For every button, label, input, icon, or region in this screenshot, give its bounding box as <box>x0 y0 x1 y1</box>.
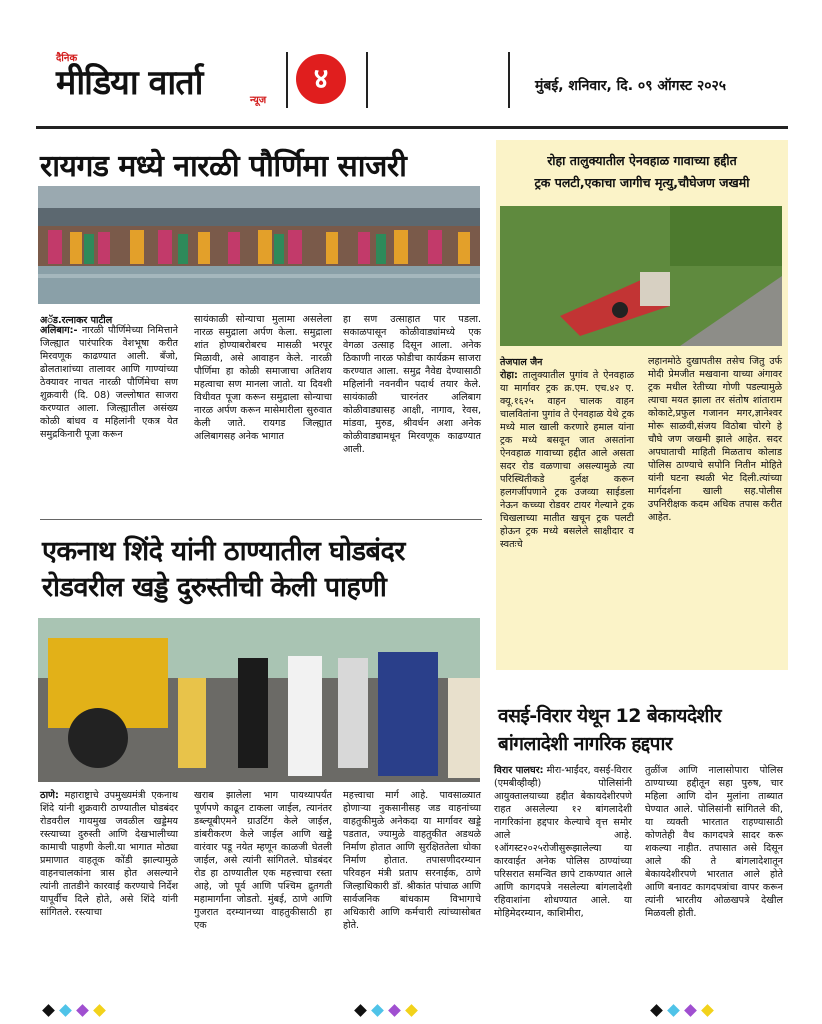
diamond-icon <box>667 1004 680 1017</box>
story3-headline-line1: रोहा तालुक्यातील ऐनवहाळ गावाच्या हद्दीत <box>547 153 737 168</box>
festival-crowd-image <box>38 186 480 304</box>
story2-headline-line2: रोडवरील खड्डे दुरुस्तीची केली पाहणी <box>42 572 387 603</box>
diamond-icon <box>701 1004 714 1017</box>
page-number-badge: ४ <box>296 54 346 104</box>
story2-photo <box>38 618 480 782</box>
footer-diamonds-left <box>44 1000 112 1019</box>
story3-dateline: रोहा: <box>500 370 518 381</box>
story2-column-1 <box>40 789 178 919</box>
story2-headline <box>42 534 482 606</box>
masthead-rule <box>36 126 788 129</box>
story1-headline: रायगड मध्ये नारळी पौर्णिमा साजरी <box>40 149 407 184</box>
diamond-icon <box>371 1004 384 1017</box>
dateline: मुंबई, शनिवार, दि. ०९ ऑगस्ट २०२५ <box>535 78 727 94</box>
footer-diamonds-center <box>356 1000 424 1019</box>
story1-column-1 <box>40 324 178 441</box>
masthead-divider <box>286 52 288 108</box>
story2-text-1: महाराष्ट्राचे उपमुख्यमंत्री एकनाथ शिंदे यांनी शुक्रवारी ठाण्यातील घोडबंदर रोडवरील गायमुख जवळील खड्डेमय रस्त्याच्या दुरुस्ती आणि देखभालीच्या कामाची पाहणी केली.या भागात मोठ्या प्रमाणात वाहतूक कोंडी झाल्यामुळे वाहनचालकांना त्रास होत असल्याने त्यांनी तातडीने कारवाई करण्याचे निर्देश यापूर्वीच दिले होते, असे शिंदे यांनी सांगितले. रस्त्याचा <box>40 790 178 918</box>
story4-headline-line1: वसई-विरार येथून 12 बेकायदेशीर <box>498 705 722 727</box>
story1-text-1: नारळी पौर्णिमेच्या निमित्ताने जिल्ह्यात पारंपारिक वेशभूषा करीत मिरवणूक काढण्यात आली. बँजो, ढोलताशांच्या तालावर आणि गाण्यांच्या ठेक्यावर नाचत नारळी पौर्णिमेचा सण शुक्रवारी (दि. 08) जल्लोषात साजरा करण्यात आला. जिल्ह्यातील असंख्य कोळी बांधव व महिलांनी एकत्र येत समुद्रकिनारी पूजा करून <box>40 325 178 440</box>
story3-byline: तेजपाल जैन <box>500 357 543 368</box>
story4-column-1 <box>494 764 632 920</box>
story3-headline <box>496 150 788 194</box>
story4-headline-line2: बांगलादेशी नागरिक हद्दपार <box>498 733 673 755</box>
diamond-icon <box>42 1004 55 1017</box>
diamond-icon <box>93 1004 106 1017</box>
diamond-icon <box>684 1004 697 1017</box>
diamond-icon <box>650 1004 663 1017</box>
diamond-icon <box>59 1004 72 1017</box>
diamond-icon <box>405 1004 418 1017</box>
story4-dateline: विरार पालघर: <box>494 765 544 776</box>
story1-column-3: हा सण उत्साहात पार पडला. सकाळपासून कोळीवाड्यांमध्ये एक वेगळा उत्साह दिसून आला. अनेक ठिकाणी नारळ फोडीचा कार्यक्रम साजरा करण्यात आला. समुद्र नैवेद्य देण्यासाठी महिलांनी नवनवीन पदार्थ तयार केले. सायंकाळी चारनंतर अलिबाग कोळीवाड्यासह आक्षी, नागाव, रेवस, मांडवा, मुरुड, श्रीवर्धन अशा अनेक कोळीवाड्यामधून मिरवणूक काढण्यात आली. <box>343 314 481 455</box>
story1-dateline: अलिबाग:- <box>40 325 78 336</box>
story1-column-2: सायंकाळी सोन्याचा मुलामा असलेला नारळ समुद्राला अर्पण केला. समुद्राला शांत होण्याबरोबरच मासळी भरपूर मिळावी, असे आवाहन केले. नारळी पौर्णिमा हा कोळी समाजाचा अतिशय महत्वाचा सण मानला जातो. या दिवशी विधीवत पूजा करून समुद्राला सोन्याचा नारळ अर्पण करून मासेमारीला सुरुवात केली जाते. रायगड जिल्ह्यात अलिबागसह अनेक भागात <box>194 314 332 442</box>
story2-headline-line1: एकनाथ शिंदे यांनी ठाण्यातील घोडबंदर <box>42 536 405 567</box>
story3-column-2: लहानमोठे दुखापतीस तसेच जितु उर्फ मोदी प्रेमजीत मखवाना याच्या अंगावर ट्रक मधील रेतीच्या गोणी पडल्यामुळे त्याचा मयत झाला तर संतोष शांताराम कोकाटे,प्रफुल गजानन मगर,ज्ञानेश्वर मोरू साळवी,संजय विठोबा चोरगे हे चौघे जण जखमी झाले आहेत. सदर अपघाताची माहिती मिळताच कोलाड पोलिस ठाण्याचे सपोनि नितीन मोहिते यांनी घटना स्थळी भेट दिली.त्यांच्या मार्गदर्शना खाली सह.पोलीस उपनिरीक्षक कदम अधिक तपास करीत आहेत. <box>648 356 782 523</box>
masthead-title: मीडिया वार्ता <box>56 63 203 103</box>
story1-byline: अॅड.रत्नाकर पाटील <box>40 315 113 326</box>
story3-photo <box>500 206 782 346</box>
footer-diamonds-right <box>652 1000 720 1019</box>
masthead-divider <box>366 52 368 108</box>
diamond-icon <box>354 1004 367 1017</box>
story2-column-3: महत्त्वाचा मार्ग आहे. पावसाळ्यात होणाऱ्या नुकसानीसह जड वाहनांच्या वाहतुकीमुळे अनेकदा या मार्गावर खड्डे पडतात, ज्यामुळे वाहतुकीत अडथळे निर्माण होतात आणि सुरक्षिततेला धोका निर्माण होतात. तपासणीदरम्यान परिवहन मंत्री प्रताप सरनाईक, ठाणे जिल्हाधिकारी डॉ. श्रीकांत पांचाळ आणि सार्वजनिक बांधकाम विभागाचे अधिकारी आणि कर्मचारी त्यांच्यासोबत होते. <box>343 790 481 931</box>
road-inspection-image <box>38 618 480 782</box>
story4-headline <box>498 702 790 758</box>
story3-text-1: तालुक्यातील पुगांव ते ऐनवहाळ या मार्गावर ट्रक क्र.एम. एच.४२ ए. क्यू.१६२५ वाहन चालक वाहन चालवितांना पुगांव ते ऐनवहाळ येथे ट्रक मध्ये माल खाली करणारे हमाल यांना ट्रक मध्ये बसवून जात असतांना ऐनवहाळ गावाच्या हद्दीत आले असता सदर रोड वळणाचा असल्यामुळे त्या परिस्थितीकडे दुर्लक्ष करून हलगर्जीपणाने ट्रक उजव्या साईडला नेऊन कच्च्या रोडवर टायर गेल्याने ट्रक चिखलाच्या मातीत खचून ट्रक पलटी होऊन ट्रक मध्ये बसलेले साक्षीदार व स्वतःचे <box>500 370 634 550</box>
story3-column-1 <box>500 369 634 551</box>
story2-column-2: खराब झालेला भाग पायथ्यापर्यंत पूर्णपणे काढून टाकला जाईल, त्यानंतर डब्ल्यूबीएमने ग्राउटिंग केले जाईल, डांबरीकरण केले जाईल आणि खड्डे वारंवार पडू नयेत म्हणून काळजी घेतली जाईल, असे त्यांनी सांगितले. घोडबंदर रोड हा ठाण्यातील एक महत्त्वाचा रस्ता आहे, जो पूर्व आणि पश्चिम द्रुतगती महामार्गांना जोडतो. मुंबई, ठाणे आणि गुजरात दरम्यानच्या वाहतुकीसाठी हा एक <box>194 790 332 931</box>
diamond-icon <box>388 1004 401 1017</box>
diamond-icon <box>76 1004 89 1017</box>
story3-headline-line2: ट्रक पलटी,एकाचा जागीच मृत्यु,चौघेजण जखमी <box>534 175 750 190</box>
story1-photo <box>38 186 480 304</box>
masthead-prefix: दैनिक <box>56 53 78 64</box>
story4-column-2: तुळींज आणि नालासोपारा पोलिस ठाण्याच्या हद्दीतून सहा पुरुष, चार महिला आणि दोन मुलांना ताब्यात घेण्यात आले. पोलिसांनी सांगितले की, या व्यक्ती भारतात राहण्यासाठी कोणतेही वैध कागदपत्रे सादर करू शकल्या नाहीत. तपासात असे दिसून आले की ते बांगलादेशातून बेकायदेशीरपणे भारतात आले होते आणि बनावट कागदपत्रांचा वापर करून त्यांनी भारतीय ओळखपत्रे देखील मिळवली होती. <box>645 765 783 919</box>
section-divider <box>40 519 482 520</box>
story2-dateline: ठाणे: <box>40 790 59 801</box>
story4-text-1: मीरा-भाईंदर, वसई-विरार (एमबीव्हीव्ही) पोलिसांनी आयुक्तालयाच्या हद्दीत बेकायदेशीरपणे राहत असलेल्या १२ बांगलादेशी नागरिकांना हद्दपार केल्याचे वृत्त समोर आले आहे. १ऑगस्ट२०२५रोजीसुरूझालेल्या या कारवाईत अनेक पोलिस ठाण्यांच्या परिसरात समन्वित छापे टाकण्यात आले आणि कागदपत्रे नसलेल्या बांगलादेशी रहिवाशांना शोधण्यात आले. या मोहिमेदरम्यान, काशिमीरा, <box>494 765 632 919</box>
masthead-divider <box>508 52 510 108</box>
overturned-truck-image <box>500 206 782 346</box>
masthead-suffix: न्यूज <box>250 95 267 106</box>
